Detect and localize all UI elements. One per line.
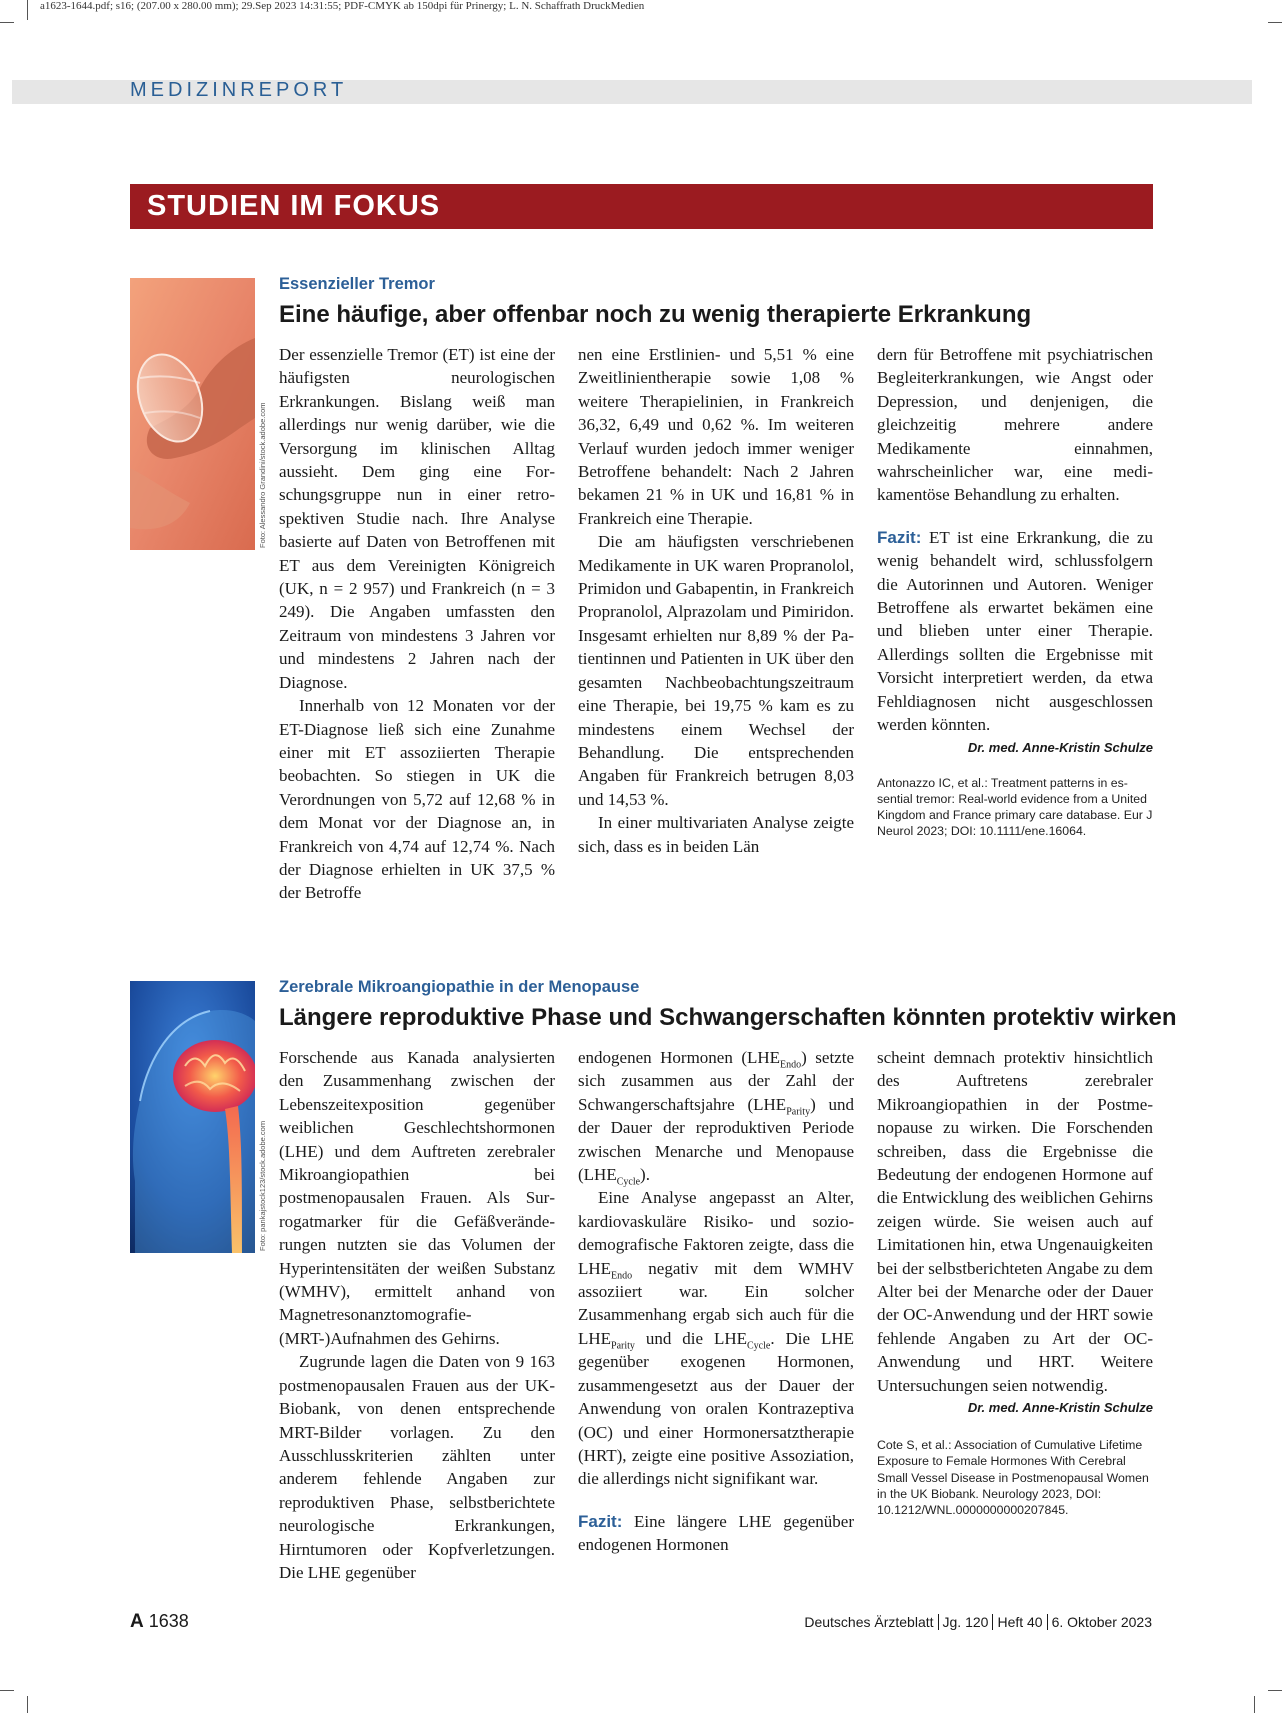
paragraph: scheint demnach protektiv hinsichtlich des Auftretens zerebraler Mikroangiopathien in der Postmenopause zu wirken. Die Forschenden schreiben, dass die Ergebnisse die Bedeutung der endogenen Hormone auf die Entwicklung des weiblichen Gehirns zeigen würde. Sie weisen auch auf Limitationen hin, etwa Ungenauigkeiten bei der selbstberichteten Angabe zu dem Alter bei der Menarche oder der Dauer der OC-Anwendung und der HRT sowie fehlende Angaben zu Art der OC-Anwendung und HRT. Weitere Untersuchungen seien notwendig. — [877, 1048, 1153, 1395]
photo-credit: Foto: pankajstock123/stock.adobe.com — [258, 1120, 267, 1251]
paragraph: Forschende aus Kanada analysierten den Zusammenhang zwischen der Lebenszeitexposition gegenüber weiblichen Geschlechtshormonen (LHE) und dem Auftreten zerebraler Mikroangiopathien bei postmenopausalen Frauen. Als Surrogatmarker für die Gefäßveränderungen nutzten sie das Volumen der Hyperintensitäten der weißen Substanz (WMHV), ermittelt anhand von Magnetresonanztomografie-(MRT-)Aufnahmen des Gehirns. — [279, 1048, 555, 1348]
subscript: Parity — [611, 1340, 635, 1352]
article1-column-2 — [578, 343, 854, 905]
article1-kicker: Essenzieller Tremor — [279, 275, 435, 293]
reference: Antonazzo IC, et al.: Treatment patterns in essential tremor: Real-world evidence from a United Kingdom and France primary care database. Eur J Neurol 2023; DOI: 10.1111/ene.16064. — [877, 775, 1153, 839]
journal-name: Deutsches Ärzteblatt — [804, 1614, 934, 1630]
text-run: und die LHE — [634, 1328, 747, 1348]
paragraph: nen eine Erstlinien- und 5,51 % eine Zweitlinientherapie sowie 1,08 % weitere Therapielinien, in Frankreich 36,32, 6,49 und 0,62 %. Im weiteren Verlauf wurden jedoch immer weniger Betroffene behandelt: Nach 2 Jahren bekamen 21 % in UK und 16,81 % in Frankreich eine Therapie. — [578, 345, 854, 528]
crop-mark — [1268, 1690, 1282, 1691]
crop-mark — [1254, 1696, 1255, 1713]
paragraph — [578, 1186, 854, 1490]
issue-date: 6. Oktober 2023 — [1051, 1614, 1152, 1630]
text-run: ). — [640, 1165, 650, 1185]
fazit-text: ET ist eine Erkrankung, die zu wenig behandelt wird, schlussfolgern die Autorinnen und Autoren. Weniger Betroffene als erwartet bekämen eine und blieben unter einer Therapie. Allerdings sollten die Ergebnisse mit Vorsicht interpretiert werden, da etwa Fehldiagnosen nicht ausgeschlossen werden könnten. — [877, 527, 1153, 735]
journal-issue: Heft 40 — [997, 1614, 1043, 1630]
reference: Cote S, et al.: Association of Cumulative Lifetime Exposure to Female Hormones With Cerebral Small Vessel Disease in Postmenopausal Women in the UK Biobank. Neurology 2023, DOI: 10.1212/WNL.0000000000207845. — [877, 1438, 1149, 1517]
journal-volume: Jg. 120 — [942, 1614, 989, 1630]
text-run: Eine Analyse angepasst an Alter, kardiovaskuläre Risiko- und soziodemografische Faktoren zeigte, dass die LHE — [578, 1188, 854, 1278]
article2-column-2 — [578, 1046, 854, 1584]
article1-body — [279, 343, 1153, 905]
fazit-label: Fazit: — [877, 527, 922, 547]
page-number-value: 1638 — [148, 1611, 189, 1631]
paragraph: Der essenzielle Tremor (ET) ist eine der häufigsten neurologischen Erkrankungen. Bislang weiß man allerdings nur wenig darüber, wie die Versorgung im klinischen Alltag aussieht. Dem ging eine Forschungsgruppe nun in einer retrospektiven Studie nach. Ihre Analyse basierte auf Daten von Betroffenen mit ET aus dem Vereinigten Königreich (UK, n = 2 957) und Frankreich (n = 3 249). Die Angaben umfassten den Zeitraum von mindestens 3 Jahren vor und mindestens 2 Jahren nach der Diagnose. — [279, 345, 555, 692]
fazit-text: Eine längere LHE gegenüber endogenen Hormonen — [578, 1511, 854, 1555]
article2-column-1 — [279, 1046, 555, 1584]
crop-mark — [27, 0, 28, 20]
brain-illustration — [130, 981, 255, 1253]
page-prefix: A — [130, 1611, 144, 1632]
crop-mark — [1268, 22, 1282, 23]
subscript: Cycle — [616, 1176, 641, 1188]
paragraph: Innerhalb von 12 Monaten vor der ET-Diagnose ließ sich eine Zunahme einer mit ET assoziierten Therapie beobachten. So stiegen in UK die Verordnungen von 5,72 auf 12,68 % in dem Monat vor der Diagnose an, in Frankreich von 4,74 auf 12,74 %. Nach der Diagnose erhielten in UK 37,5 % der Betroffe — [279, 696, 555, 903]
author-byline: Dr. med. Anne-Kristin Schulze — [967, 1400, 1153, 1416]
crop-mark — [0, 1690, 14, 1691]
text-run: ) und der Dauer der reproduktiven Periode zwischen Menarche und Menopause (LHE — [578, 1094, 854, 1185]
subscript: Cycle — [747, 1340, 771, 1352]
journal-footer — [804, 1614, 1152, 1630]
section-banner — [130, 184, 1153, 229]
crop-mark — [0, 22, 14, 23]
tremor-photo — [130, 278, 255, 550]
photo-credit: Foto: Alessandro Grandini/stock.adobe.com — [258, 402, 267, 548]
article1-column-1 — [279, 343, 555, 905]
paragraph: Die am häufigsten verschriebenen Medikamente in UK waren Propranolol, Primidon und Gabapentin, in Frankreich Propranolol, Alprazolam und Pimiridon. Insgesamt erhielten nur 8,89 % der Patientinnen und Patienten in UK über den gesamten Nachbeobachtungszeitraum eine Therapie, bei 19,75 % kam es zu mindestens einem Wechsel der Behandlung. Die entsprechenden Angaben für Frankreich betrugen 8,03 und 14,53 %. — [578, 532, 854, 809]
paragraph — [578, 1046, 854, 1186]
article2-body — [279, 1046, 1153, 1584]
article2-column-3 — [877, 1046, 1153, 1584]
author-byline: Dr. med. Anne-Kristin Schulze — [967, 739, 1153, 755]
subscript: Parity — [786, 1106, 811, 1118]
fazit-paragraph — [578, 1510, 854, 1557]
subscript: Endo — [780, 1059, 802, 1071]
text-run: . Die LHE gegenüber exogenen Hormonen, zusammengesetzt aus der Dauer der Anwendung von oralen Kontrazeptiva (OC) und einer Hormonersatztherapie (HRT), zeigte eine positive Assoziation, die allerdings nicht signifikant war. — [578, 1328, 854, 1489]
article2-kicker: Zerebrale Mikroangiopathie in der Menopause — [279, 978, 640, 996]
print-slug: a1623-1644.pdf; s16; (207.00 x 280.00 mm); 29.Sep 2023 14:31:55; PDF-CMYK ab 150dpi für Prinergy; L. N. Schaffrath DruckMedien — [40, 0, 645, 12]
page-number — [130, 1611, 189, 1633]
article1-column-3 — [877, 343, 1153, 905]
section-label: MEDIZINREPORT — [130, 79, 348, 101]
article1-headline: Eine häufige, aber offenbar noch zu wenig therapierte Erkrankung — [279, 301, 1032, 328]
crop-mark — [27, 1696, 28, 1713]
paragraph: Zugrunde lagen die Daten von 9 163 postmenopausalen Frauen aus der UK-Biobank, von denen entsprechende MRT-Bilder vorlagen. Zu den Ausschlusskriterien zählten unter anderem fehlende Angaben zur reproduktiven Phase, selbstberichtete neurologische Erkrankungen, Hirntumoren oder Kopfverletzungen. Die LHE gegenüber — [279, 1352, 555, 1582]
fazit-label: Fazit: — [578, 1511, 623, 1531]
text-run: endogenen Hormonen (LHE — [578, 1048, 781, 1067]
subscript: Endo — [611, 1270, 633, 1282]
banner-title: STUDIEN IM FOKUS — [147, 190, 441, 222]
fazit-paragraph — [877, 526, 1153, 737]
text-run: ) setzte sich zusammen aus der Zahl der Schwangerschaftsjahre (LHE — [578, 1048, 854, 1114]
paragraph: dern für Betroffene mit psychiatrischen Begleiterkrankungen, wie Angst oder Depression, und denjenigen, die gleichzeitig mehrere andere Medikamente einnahmen, wahrscheinlicher war, eine medikamentöse Behandlung zu erhalten. — [877, 345, 1153, 505]
article2-headline: Längere reproduktive Phase und Schwangerschaften könnten protektiv wirken — [279, 1004, 1177, 1031]
paragraph: In einer multivariaten Analyse zeigte sich, dass es in beiden Län — [578, 813, 854, 856]
text-run: negativ mit dem WMHV assoziiert war. Ein solcher Zusammenhang ergab sich auch für die LHE — [578, 1258, 854, 1348]
